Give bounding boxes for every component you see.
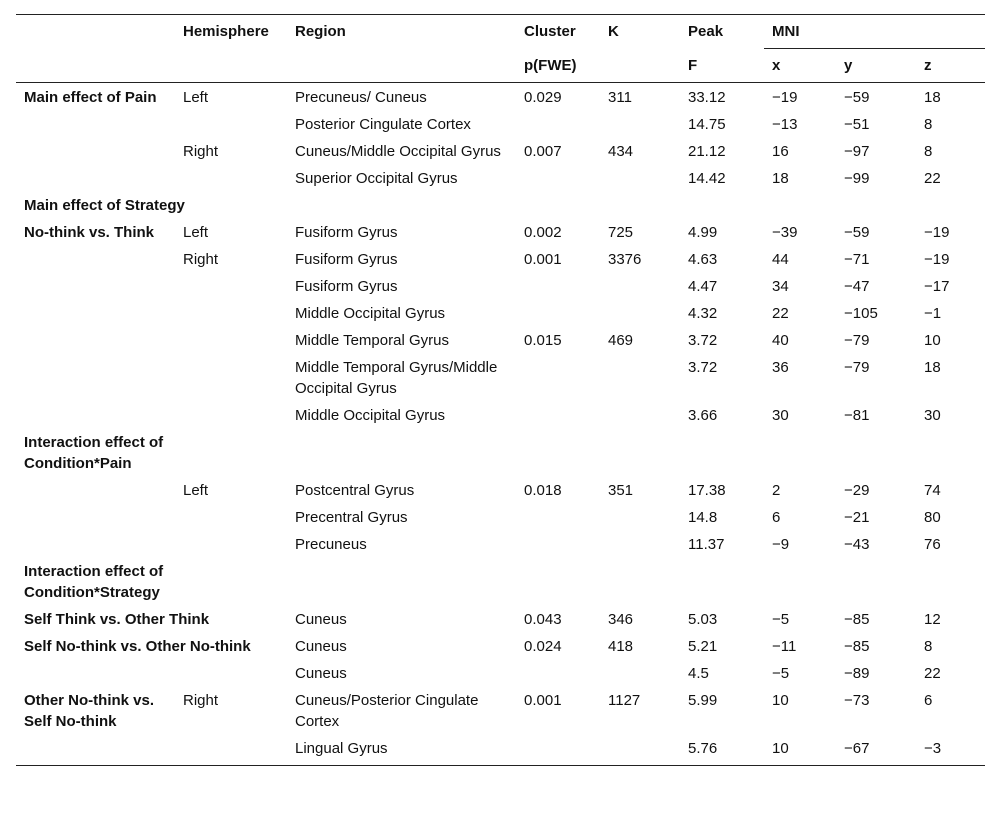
mni-x-cell: 22 [772,305,789,322]
mni-z-cell: 18 [924,89,941,106]
region-cell: Fusiform Gyrus [295,251,398,268]
mni-x-cell: 10 [772,740,789,757]
region-cell: Middle Occipital Gyrus [295,407,446,424]
region-cell: Cuneus/Middle Occipital Gyrus [295,143,501,160]
mni-x-cell: −5 [772,611,790,628]
header-mni: MNI [764,15,985,49]
effect-label [16,503,175,530]
effect-label: Other No-think vs. Self No-think [24,692,155,730]
pfwe-cell: 0.024 [524,638,562,655]
pfwe-cell: 0.029 [524,89,562,106]
table-row [16,401,985,428]
hemisphere-cell: Right [183,143,219,160]
effect-label: Self No-think vs. Other No-think [24,638,251,655]
hemisphere-cell: Left [183,224,209,241]
effect-label: Main effect of Pain [24,89,157,106]
header-peak: Peak [688,23,724,40]
effect-label: Interaction effect of Condition*Strategy [24,563,164,601]
table-row [16,137,985,164]
mni-z-cell [916,191,985,218]
header-pfwe: p(FWE) [524,56,577,74]
mni-z-cell: −19 [924,251,950,268]
mni-z-cell: 8 [924,638,933,655]
region-cell [287,191,516,218]
mni-x-cell: 16 [772,143,789,160]
hemisphere-cell [175,734,287,766]
mni-x-cell [764,428,836,476]
header-hemisphere-2 [175,49,287,83]
pfwe-cell [516,401,600,428]
pfwe-cell [516,272,600,299]
effect-label [16,476,175,503]
effect-label [16,272,175,299]
mni-y-cell [836,428,916,476]
header-cluster: Cluster [524,23,576,40]
mni-y-cell: −85 [844,611,870,628]
mni-x-cell: 36 [772,359,789,376]
mni-x-cell: 2 [772,482,781,499]
effect-label [16,530,175,557]
k-cell [600,557,680,605]
hemisphere-cell [175,401,287,428]
table-row [16,530,985,557]
peak-f-cell [680,428,764,476]
k-cell: 469 [608,332,634,349]
mni-y-cell: −85 [844,638,870,655]
peak-f-cell: 3.66 [688,407,718,424]
pfwe-cell [516,734,600,766]
region-cell: Posterior Cingulate Cortex [295,116,471,133]
region-cell: Precuneus [295,536,367,553]
table-body [16,83,985,766]
pfwe-cell [516,110,600,137]
header-region: Region [295,23,346,40]
mni-x-cell [764,557,836,605]
k-cell: 725 [608,224,634,241]
header-row-2 [16,49,985,83]
mni-x-cell: 30 [772,407,789,424]
mni-z-cell [916,428,985,476]
pfwe-cell: 0.007 [524,143,562,160]
region-cell: Lingual Gyrus [295,740,388,757]
mni-z-cell: 30 [924,407,941,424]
mni-z-cell: 80 [924,509,941,526]
k-cell: 1127 [608,692,641,709]
mni-y-cell: −29 [844,482,870,499]
mni-z-cell: 18 [924,359,941,376]
table-row [16,503,985,530]
region-cell: Postcentral Gyrus [295,482,415,499]
mni-x-cell: −19 [772,89,798,106]
k-cell [600,164,680,191]
k-cell [600,503,680,530]
peak-f-cell [680,191,764,218]
mni-y-cell: −71 [844,251,870,268]
pfwe-cell: 0.001 [524,251,562,268]
header-row-1 [16,15,985,49]
header-f: F [688,56,698,74]
effect-label [16,137,175,164]
mni-x-cell [764,191,836,218]
mni-z-cell: 6 [924,692,933,709]
mni-y-cell: −67 [844,740,870,757]
header-k: K [608,23,619,40]
effect-label: Self Think vs. Other Think [24,611,210,628]
mni-y-cell: −51 [844,116,870,133]
table-row [16,83,985,111]
table-row [16,245,985,272]
hemisphere-cell [175,530,287,557]
effect-label: Interaction effect of Condition*Pain [24,434,164,472]
k-cell [600,299,680,326]
mni-y-cell [836,191,916,218]
pfwe-cell [516,659,600,686]
effect-label [16,164,175,191]
peak-f-cell: 4.32 [688,305,718,322]
region-cell [287,557,516,605]
region-cell: Precuneus/ Cuneus [295,89,427,106]
mni-y-cell: −79 [844,332,870,349]
table-row [16,632,985,659]
pfwe-cell: 0.001 [524,692,562,709]
mni-y-cell: −59 [844,224,870,241]
pfwe-cell [516,503,600,530]
effect-label [16,734,175,766]
mni-x-cell: 18 [772,170,789,187]
region-cell: Cuneus [295,611,347,628]
mni-z-cell: 10 [924,332,941,349]
pfwe-cell: 0.043 [524,611,562,628]
table-row [16,734,985,766]
table-row [16,110,985,137]
mni-z-cell: 12 [924,611,941,628]
mni-y-cell: −43 [844,536,870,553]
effect-label [16,245,175,272]
region-cell: Superior Occipital Gyrus [295,170,458,187]
peak-f-cell: 5.03 [688,611,718,628]
mni-z-cell: 22 [924,665,941,682]
results-table-container [16,14,985,766]
peak-f-cell: 14.8 [688,509,718,526]
effect-label [16,353,175,401]
peak-f-cell: 5.76 [688,740,718,757]
hemisphere-cell [175,110,287,137]
table-row [16,299,985,326]
mni-x-cell: 44 [772,251,789,268]
hemisphere-cell: Left [183,482,209,499]
table-row [16,164,985,191]
header-region-2 [287,49,516,83]
region-cell: Middle Temporal Gyrus/Middle Occipital Gyrus [295,359,498,397]
pfwe-cell: 0.018 [524,482,562,499]
mni-z-cell [916,557,985,605]
region-cell: Cuneus [295,665,347,682]
table-row [16,476,985,503]
table-row [16,326,985,353]
peak-f-cell: 4.47 [688,278,718,295]
hemisphere-cell [175,557,287,605]
hemisphere-cell [175,299,287,326]
header-effect [16,15,175,49]
k-cell [600,659,680,686]
peak-f-cell: 11.37 [688,536,725,553]
mni-z-cell: −1 [924,305,942,322]
effect-label: No-think vs. Think [24,224,155,241]
peak-f-cell: 5.21 [688,638,718,655]
hemisphere-cell: Right [183,251,219,268]
header-z: z [924,57,932,74]
mni-z-cell: 22 [924,170,941,187]
peak-f-cell: 21.12 [688,143,726,160]
effect-label [16,659,175,686]
effect-label [16,401,175,428]
mni-y-cell: −47 [844,278,870,295]
k-cell: 311 [608,89,632,106]
region-cell: Cuneus/Posterior Cingulate Cortex [295,692,479,730]
peak-f-cell: 14.42 [688,170,726,187]
region-cell: Precentral Gyrus [295,509,408,526]
mni-y-cell: −59 [844,89,870,106]
table-row [16,428,985,476]
pfwe-cell: 0.002 [524,224,562,241]
table-row [16,353,985,401]
region-cell: Fusiform Gyrus [295,224,398,241]
mni-z-cell: 76 [924,536,941,553]
header-k-2 [600,49,680,83]
k-cell [600,110,680,137]
mni-x-cell: −9 [772,536,790,553]
pfwe-cell [516,530,600,557]
peak-f-cell [680,557,764,605]
peak-f-cell: 17.38 [688,482,726,499]
k-cell: 418 [608,638,634,655]
mni-x-cell: 34 [772,278,789,295]
k-cell [600,530,680,557]
table-row [16,659,985,686]
mni-y-cell: −89 [844,665,870,682]
region-cell [287,428,516,476]
mni-y-cell: −99 [844,170,870,187]
peak-f-cell: 4.99 [688,224,718,241]
pfwe-cell: 0.015 [524,332,562,349]
mni-x-cell: −13 [772,116,798,133]
peak-f-cell: 5.99 [688,692,718,709]
k-cell [600,401,680,428]
region-cell: Middle Occipital Gyrus [295,305,446,322]
hemisphere-cell [175,428,287,476]
results-table [16,14,985,766]
hemisphere-cell: Right [183,692,219,709]
hemisphere-cell [175,503,287,530]
pfwe-cell [516,557,600,605]
header-hemisphere: Hemisphere [183,23,269,40]
pfwe-cell [516,299,600,326]
pfwe-cell [516,428,600,476]
k-cell: 3376 [608,251,642,268]
mni-y-cell: −79 [844,359,870,376]
k-cell: 346 [608,611,634,628]
mni-y-cell: −105 [844,305,878,322]
mni-z-cell: −3 [924,740,942,757]
region-cell: Fusiform Gyrus [295,278,398,295]
effect-label: Main effect of Strategy [24,197,185,214]
k-cell: 351 [608,482,634,499]
mni-x-cell: 6 [772,509,781,526]
effect-label [16,326,175,353]
header-y: y [844,57,853,74]
mni-x-cell: 10 [772,692,789,709]
pfwe-cell [516,353,600,401]
region-cell: Cuneus [295,638,347,655]
peak-f-cell: 14.75 [688,116,726,133]
peak-f-cell: 4.63 [688,251,718,268]
region-cell: Middle Temporal Gyrus [295,332,449,349]
mni-z-cell: −19 [924,224,950,241]
table-row [16,272,985,299]
mni-z-cell: 74 [924,482,941,499]
mni-y-cell: −21 [844,509,870,526]
k-cell [600,272,680,299]
mni-z-cell: 8 [924,116,933,133]
table-row [16,191,985,218]
mni-y-cell: −81 [844,407,870,424]
hemisphere-cell [175,272,287,299]
k-cell [600,734,680,766]
effect-label [16,299,175,326]
mni-x-cell: −5 [772,665,790,682]
hemisphere-cell: Left [183,89,209,106]
k-cell [600,353,680,401]
effect-label [16,110,175,137]
header-effect-2 [16,49,175,83]
mni-y-cell [836,557,916,605]
pfwe-cell [516,164,600,191]
hemisphere-cell [175,326,287,353]
mni-x-cell: −11 [772,638,797,655]
pfwe-cell [516,191,600,218]
table-row [16,218,985,245]
mni-x-cell: −39 [772,224,798,241]
peak-f-cell: 3.72 [688,332,718,349]
mni-z-cell: 8 [924,143,933,160]
table-row [16,686,985,734]
header-x: x [772,57,781,74]
mni-y-cell: −73 [844,692,870,709]
table-row [16,557,985,605]
k-cell: 434 [608,143,634,160]
peak-f-cell: 4.5 [688,665,709,682]
k-cell [600,428,680,476]
mni-z-cell: −17 [924,278,950,295]
hemisphere-cell [175,164,287,191]
hemisphere-cell [175,659,287,686]
table-row [16,605,985,632]
peak-f-cell: 33.12 [688,89,726,106]
mni-y-cell: −97 [844,143,870,160]
mni-x-cell: 40 [772,332,789,349]
peak-f-cell: 3.72 [688,359,718,376]
hemisphere-cell [175,353,287,401]
k-cell [600,191,680,218]
